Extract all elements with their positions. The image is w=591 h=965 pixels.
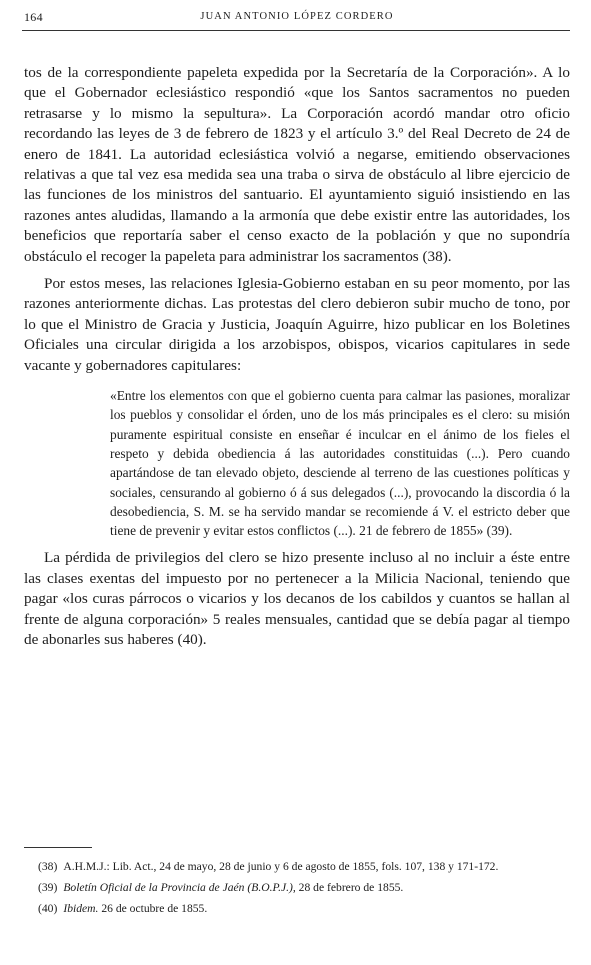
- footnote-number: (38): [38, 860, 58, 873]
- footnote-text: A.H.M.J.: Lib. Act., 24 de mayo, 28 de junio y 6 de agosto de 1855, fols. 107, 138 y 171-172.: [63, 860, 499, 873]
- footnote-number: (39): [38, 881, 58, 894]
- page-number: 164: [24, 10, 43, 24]
- footnote-source-title: Ibidem.: [63, 902, 99, 915]
- footnote-source-title: Boletín Oficial de la Provincia de Jaén (B.O.P.J.),: [63, 881, 296, 894]
- footnote-number: (40): [38, 902, 58, 915]
- running-head: JUAN ANTONIO LÓPEZ CORDERO: [200, 11, 394, 22]
- header-rule: [22, 30, 570, 31]
- footnote-text: 28 de febrero de 1855.: [295, 881, 404, 894]
- footnote: [24, 879, 570, 896]
- paragraph: tos de la correspondiente papeleta expedida por la Secretaría de la Corporación». A lo que el Gobernador eclesiástico respondió «que los Santos sacramentos no pueden retrasarse y lo mismo la sepultura». La Corporación acordó mandar otro oficio recordando las leyes de 3 de febrero de 1823 y el artículo 3.º del Real Decreto de 24 de enero de 1841. La autoridad eclesiástica volvió a negarse, emitiendo observaciones relativas a que tal vez esa medida sea una traba o sirva de obstáculo al libre ejercicio de las funciones de los ministros del santuario. El ayuntamiento siguió insistiendo en las razones antes aludidas, llamando a la armonía que debe existir entre las autoridades, los beneficios que reportaría saber el censo exacto de la población y que no supondría obstáculo el recoger la papeleta para administrar los sacramentos (38).: [24, 64, 570, 265]
- footnotes: [24, 858, 570, 921]
- paragraph: Por estos meses, las relaciones Iglesia-Gobierno estaban en su peor momento, por las razones anteriormente dichas. Las protestas del clero debieron subir mucho de tono, por lo que el Ministro de Gracia y Justicia, Joaquín Aguirre, hizo publicar en los Boletines Oficiales una circular dirigida a los arzobispos, obispos, vicarios capitulares in sede vacante y gobernadores capitulares:: [24, 275, 570, 374]
- page-header: [24, 8, 570, 28]
- block-quote: «Entre los elementos con que el gobierno cuenta para calmar las pasiones, moralizar los pueblos y consolidar el órden, uno de los más principales es el clero: su misión puramente espiritual consiste en enseñar é inculcar en el ánimo de los fieles el respeto y debida obediencia á las autoridades constituidas (...). Pero cuando apartándose de tan elevado objeto, desciende al terreno de las cuestiones políticas y sociales, censurando al gobierno ó á sus delegados (...), provocando la discordia ó la desobediencia, S. M. se ha servido mandar se recomiende á V. el estricto deber que tiene de prevenir y evitar estos conflictos (...). 21 de febrero de 1855» (39).: [110, 388, 570, 539]
- footnote: [24, 858, 570, 875]
- paragraph: La pérdida de privilegios del clero se hizo presente incluso al no incluir a éste entre las clases exentas del impuesto por no pertenecer a la Milicia Nacional, teniendo que pagar «los curas párrocos o vicarios y los decanos de los cabildos y cuantos se hallan al frente de alguna corporación» 5 reales mensuales, cantidad que se debía pagar al tiempo de abonarles sus haberes (40).: [24, 549, 570, 649]
- footnote: [24, 900, 570, 917]
- body-text: [24, 63, 570, 651]
- footnote-rule: [24, 847, 92, 848]
- footnote-text: 26 de octubre de 1855.: [98, 902, 208, 915]
